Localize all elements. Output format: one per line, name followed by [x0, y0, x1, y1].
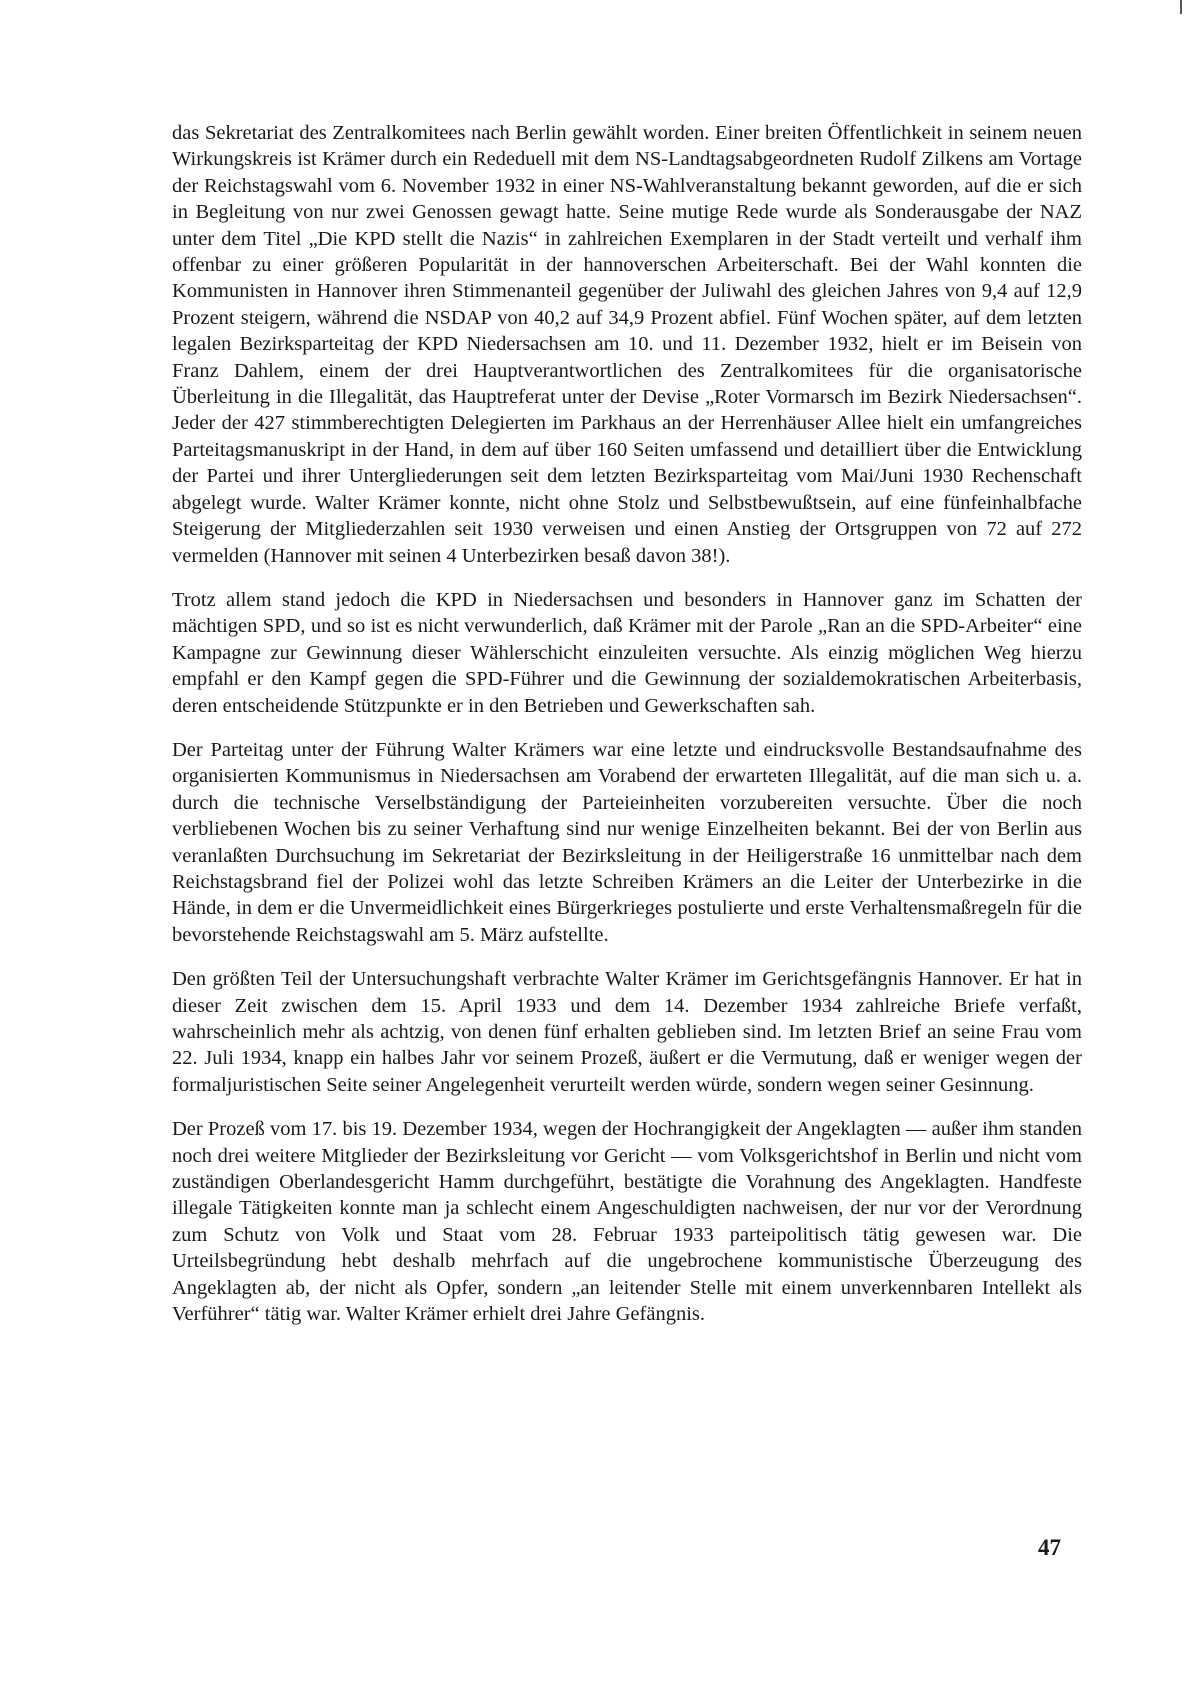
paragraph-5: Der Prozeß vom 17. bis 19. Dezember 1934, wegen der Hochrangigkeit der Angeklagten — außer ihm standen noch drei weitere Mitglieder der Bezirksleitung vor Gericht — vom Volksgerichtshof in Berlin und nicht vom zuständigen Oberlandesgericht Hamm durchgeführt, bestätigte die Vorahnung des Angeklagten. Handfeste illegale Tätigkeiten konnte man ja schlecht einem Angeschuldigten nachweisen, der nur vor der Verordnung zum Schutz von Volk und Staat vom 28. Februar 1933 parteipolitisch tätig gewesen war. Die Urteilsbegründung hebt deshalb mehrfach auf die ungebrochene kommunistische Überzeugung des Angeklagten ab, der nicht als Opfer, sondern „an leitender Stelle mit einem unverkennbaren Intellekt als Verführer“ tätig war. Walter Krämer erhielt drei Jahre Gefängnis.	[172, 1118, 1082, 1326]
paragraph-1: das Sekretariat des Zentralkomitees nach Berlin gewählt worden. Einer breiten Öffentlichkeit in seinem neuen Wirkungskreis ist Krämer durch ein Rededuell mit dem NS-Landtagsabgeordneten Rudolf Zilkens am Vortage der Reichstagswahl vom 6. November 1932 in einer NS-Wahlveranstaltung bekannt geworden, auf die er sich in Begleitung von nur zwei Genossen gewagt hatte. Seine mutige Rede wurde als Sonderausgabe der NAZ unter dem Titel „Die KPD stellt die Nazis“ in zahlreichen Exemplaren in der Stadt verteilt und verhalf ihm offenbar zu einer größeren Popularität in der hannoverschen Arbeiterschaft. Bei der Wahl konnten die Kommunisten in Hannover ihren Stimmenanteil gegenüber der Juliwahl des gleichen Jahres von 9,4 auf 12,9 Prozent steigern, während die NSDAP von 40,2 auf 34,9 Prozent abfiel. Fünf Wochen später, auf dem letzten legalen Bezirksparteitag der KPD Niedersachsen am 10. und 11. Dezember 1932, hielt er im Beisein von Franz Dahlem, einem der drei Hauptverantwortlichen des Zentralkomitees für die organisatorische Überleitung in die Illegalität, das Hauptreferat unter der Devise „Roter Vormarsch im Bezirk Niedersachsen“. Jeder der 427 stimmberechtigten Delegierten im Parkhaus an der Herrenhäuser Allee hielt ein umfangreiches Parteitagsmanuskript in der Hand, in dem auf über 160 Seiten umfassend und detailliert über die Entwicklung der Partei und ihrer Untergliederungen seit dem letzten Bezirksparteitag vom Mai/Juni 1930 Rechenschaft abgelegt wurde. Walter Krämer konnte, nicht ohne Stolz und Selbstbewußtsein, auf eine fünfeinhalbfache Steigerung der Mitgliederzahlen seit 1930 verweisen und einen Anstieg der Ortsgruppen von 72 auf 272 vermelden (Hannover mit seinen 4 Unterbezirken besaß davon 38!).	[172, 122, 1082, 567]
paragraph-2: Trotz allem stand jedoch die KPD in Niedersachsen und besonders in Hannover ganz im Schatten der mächtigen SPD, und so ist es nicht verwunderlich, daß Krämer mit der Parole „Ran an die SPD-Arbeiter“ eine Kampagne zur Gewinnung dieser Wählerschicht einzuleiten versuchte. Als einzig möglichen Weg hierzu empfahl er den Kampf gegen die SPD-Führer und die Gewinnung der sozialdemokratischen Arbeiterbasis, deren entscheidende Stützpunkte er in den Betrieben und Gewerkschaften sah.	[172, 588, 1082, 717]
scan-edge-mark	[1180, 0, 1194, 14]
paragraph-4: Den größten Teil der Untersuchungshaft verbrachte Walter Krämer im Gerichtsgefängnis Hannover. Er hat in dieser Zeit zwischen dem 15. April 1933 und dem 14. Dezember 1934 zahlreiche Briefe verfaßt, wahrscheinlich mehr als achtzig, von denen fünf erhalten geblieben sind. Im letzten Brief an seine Frau vom 22. Juli 1934, knapp ein halbes Jahr vor seinem Prozeß, äußert er die Vermutung, daß er weniger wegen der formaljuristischen Seite seiner Angelegenheit verurteilt werden würde, sondern wegen seiner Gesinnung.	[172, 968, 1082, 1096]
page-number: 47	[1038, 1535, 1061, 1560]
paragraph-3: Der Parteitag unter der Führung Walter Krämers war eine letzte und eindrucksvolle Bestandsaufnahme des organisierten Kommunismus in Niedersachsen am Vorabend der erwarteten Illegalität, auf die man sich u. a. durch die technische Verselbständigung der Parteieinheiten vorzubereiten versuchte. Über die noch verbliebenen Wochen bis zu seiner Verhaftung sind nur wenige Einzelheiten bekannt. Bei der von Berlin aus veranlaßten Durchsuchung im Sekretariat der Bezirksleitung in der Heiligerstraße 16 unmittelbar nach dem Reichstagsbrand fiel der Polizei wohl das letzte Schreiben Krämers an die Leiter der Unterbezirke in die Hände, in dem er die Unvermeidlichkeit eines Bürgerkrieges postulierte und erste Verhaltensmaßregeln für die bevorstehende Reichstagswahl am 5. März aufstellte.	[172, 738, 1082, 946]
body-text	[172, 120, 1082, 1345]
